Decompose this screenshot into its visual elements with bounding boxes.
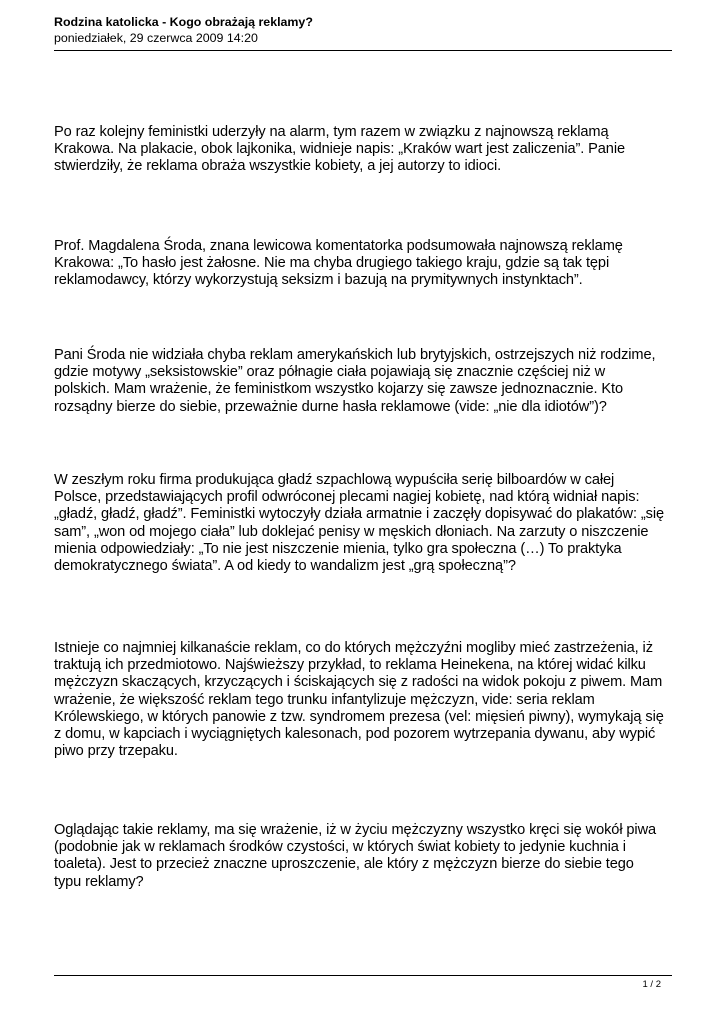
page-number: 1 / 2 xyxy=(642,979,661,990)
paragraph-6: Oglądając takie reklamy, ma się wrażenie, iż w życiu mężczyzny wszystko kręci się wokół piwa (podobnie jak w reklamach środków czystości, w których świat kobiety to jedynie kuchnia i toaleta). Jest to przecież znaczne uproszczenie, ale który z mężczyzn bierze do siebie tego typu reklamy? xyxy=(54,822,657,890)
paragraph-3: Pani Środa nie widziała chyba reklam amerykańskich lub brytyjskich, ostrzejszych niż rodzime, gdzie motywy „seksistowskie” oraz półnagie ciała pojawiają się znacznie częściej niż w polskich. Mam wrażenie, że feministkom wszystko kojarzy się zawsze jednoznacznie. Kto rozsądny bierze do siebie, przeważnie durne hasła reklamowe (vide: „nie dla idiotów”)? xyxy=(54,347,656,415)
paragraph-4: W zeszłym roku firma produkująca gładź szpachlową wypuściła serię bilboardów w całej Polsce, przedstawiających profil odwróconej plecami nagiej kobietę, nad którą widniał napis: „gładź, gładź, gładź”. Feministki wytoczyły działa armatnie i zaczęły dopisywać do plakatów: „się sam”, „won od mojego ciała” lub doklejać penisy w męskich dłoniach. Na zarzuty o niszczenie mienia odpowiedziały: „To nie jest niszczenie mienia, tylko gra społeczna (…) To praktyka demokratycznego świata”. A od kiedy to wandalizm jest „grą społeczną”? xyxy=(54,472,664,575)
article-title: Rodzina katolicka - Kogo obrażają reklamy? xyxy=(54,15,313,29)
footer-divider xyxy=(54,975,672,976)
paragraph-5: Istnieje co najmniej kilkanaście reklam, co do których mężczyźni mogliby mieć zastrzeżenia, iż traktują ich przedmiotowo. Najświeższy przykład, to reklama Heinekena, na której widać kilku mężczyzn skaczących, krzyczących i ściskających się z radości na widok pokoju z piwem. Mam wrażenie, że większość reklam tego trunku infantylizuje mężczyzn, vide: seria reklam Królewskiego, w których panowie z tzw. syndromem prezesa (vel: mięsień piwny), wymykają się z domu, w kapciach i wyciągniętych kalesonach, pod pozorem wytrzepania dywanu, aby wypić piwo przy trzepaku. xyxy=(54,640,664,760)
paragraph-1: Po raz kolejny feministki uderzyły na alarm, tym razem w związku z najnowszą reklamą Krakowa. Na plakacie, obok lajkonika, widnieje napis: „Kraków wart jest zaliczenia”. Panie stwierdziły, że reklama obraża wszystkie kobiety, a jej autorzy to idioci. xyxy=(54,124,625,175)
article-date: poniedziałek, 29 czerwca 2009 14:20 xyxy=(54,31,258,45)
page-header xyxy=(54,14,672,46)
header-divider xyxy=(54,50,672,51)
paragraph-2: Prof. Magdalena Środa, znana lewicowa komentatorka podsumowała najnowszą reklamę Krakowa: „To hasło jest żałosne. Nie ma chyba drugiego takiego kraju, gdzie są tak tępi reklamodawcy, którzy wykorzystują seksizm i bazują na prymitywnych instynktach”. xyxy=(54,238,623,289)
